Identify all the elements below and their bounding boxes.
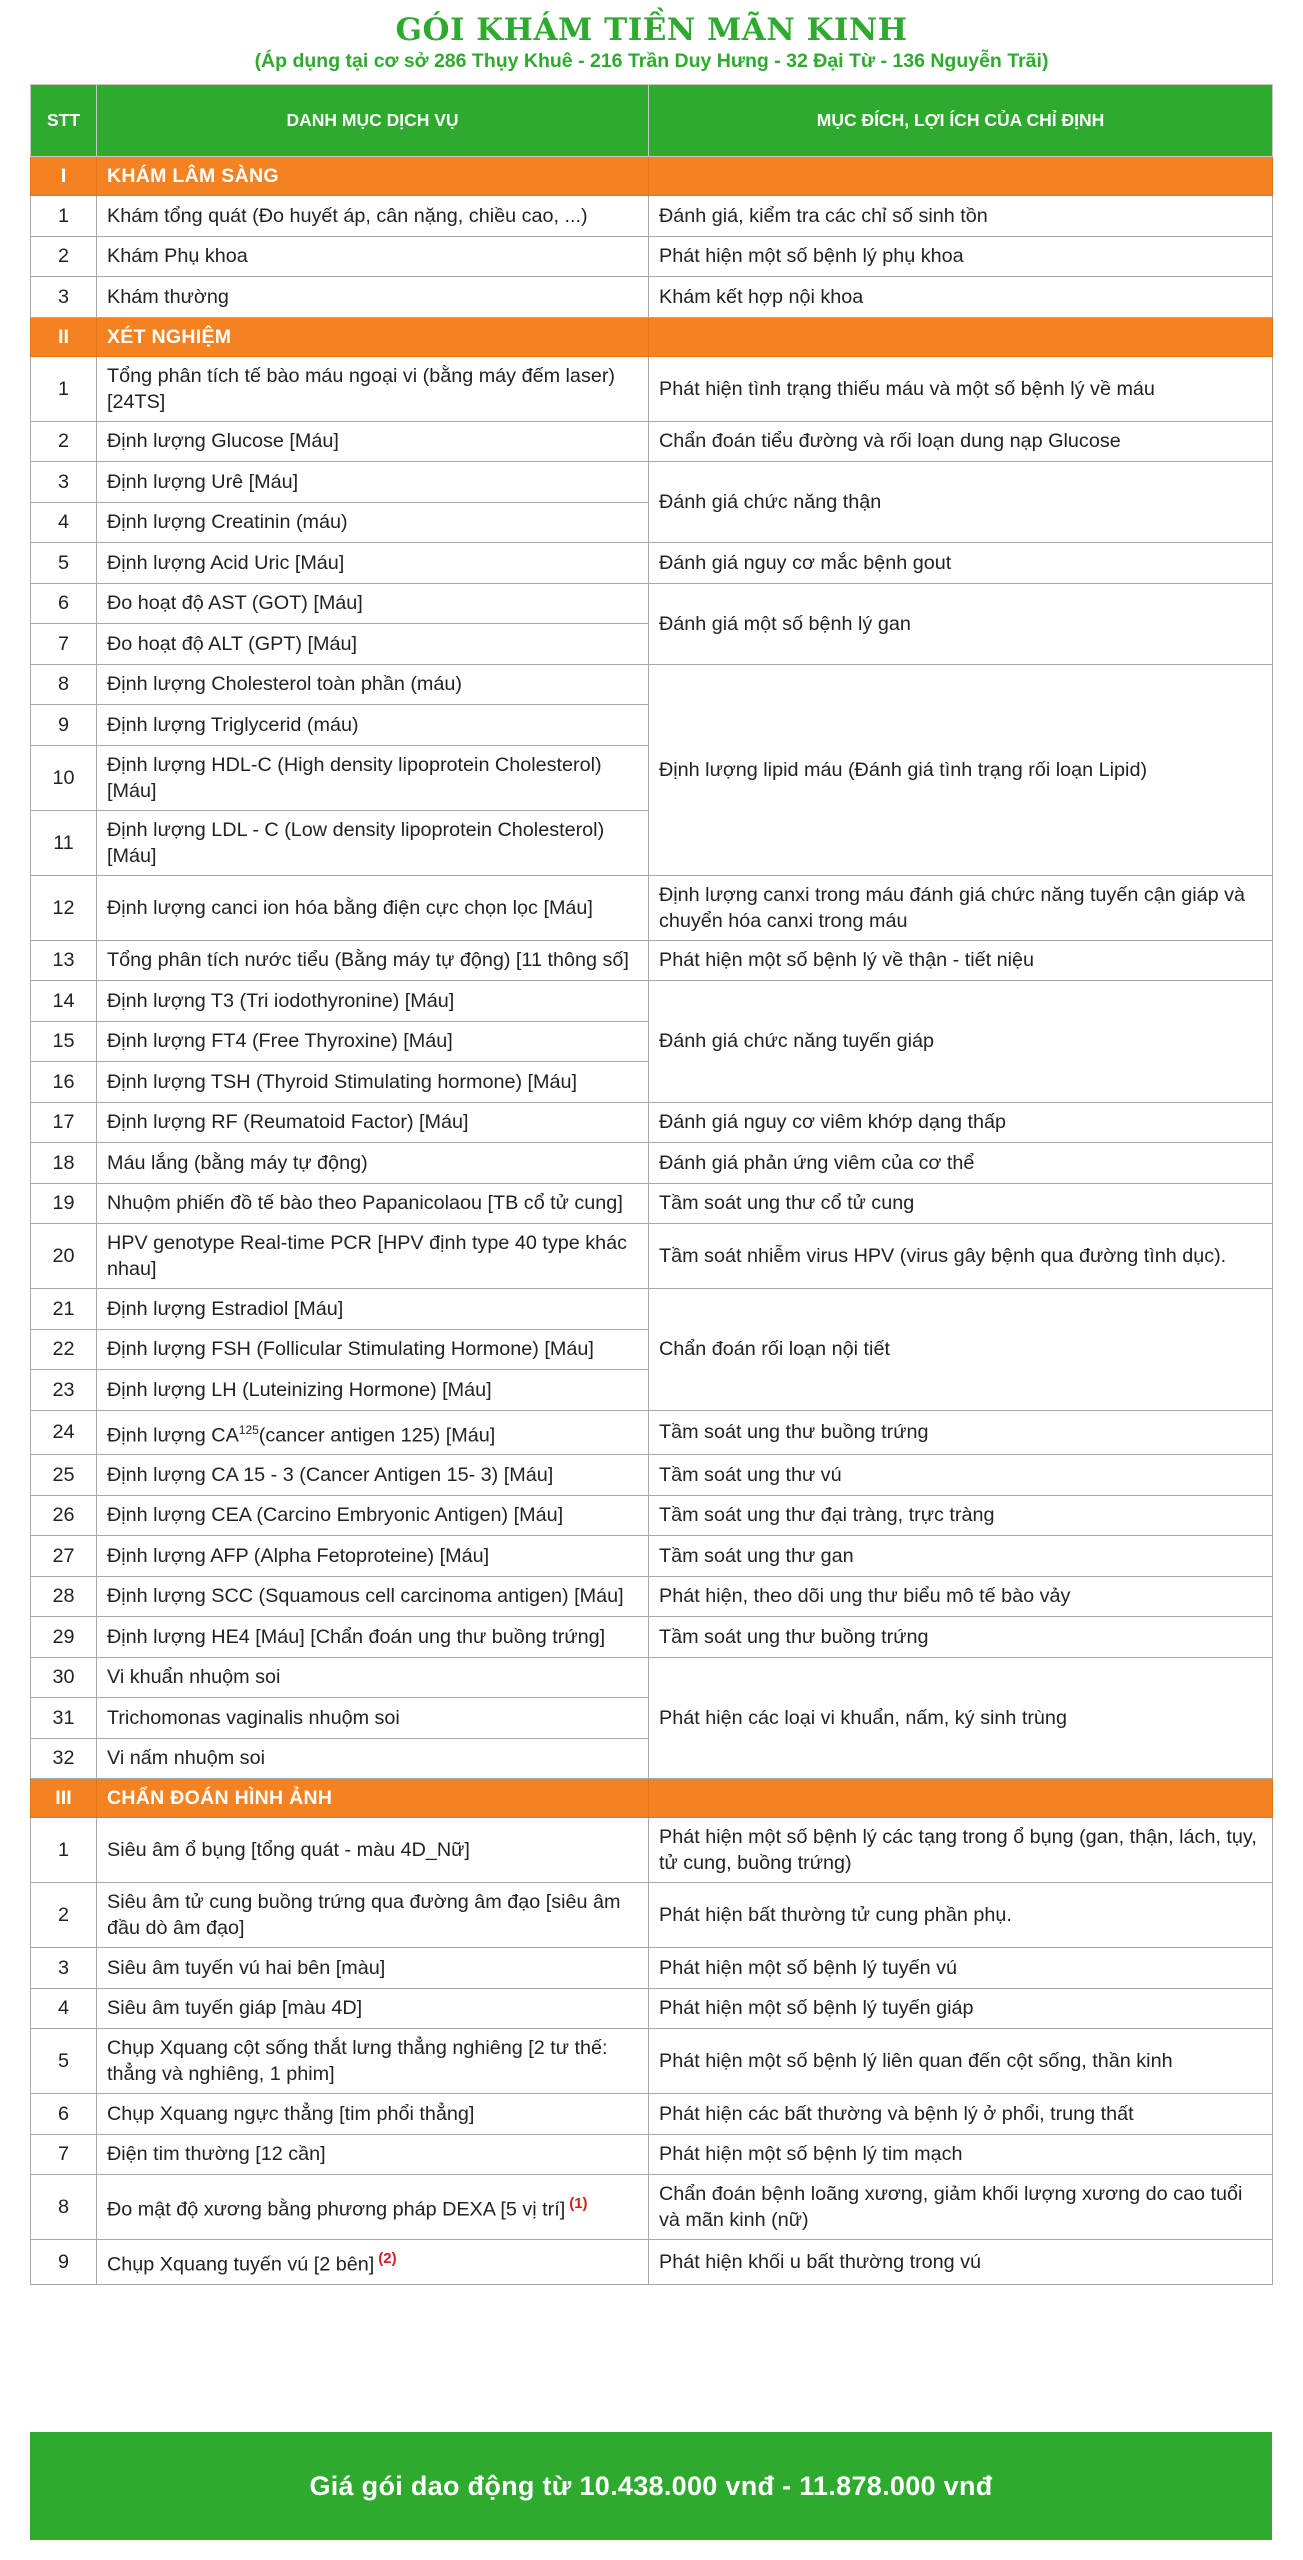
service-name: Đo mật độ xương bằng phương pháp DEXA [5 vị trí] (107, 2198, 566, 2221)
purpose-cell: Phát hiện bất thường tử cung phần phụ. (649, 1883, 1273, 1948)
service-name: HPV genotype Real-time PCR [HPV định type 40 type khác nhau] (107, 1232, 628, 1280)
row-number: 3 (31, 462, 97, 503)
table-header-row (31, 85, 1273, 157)
table-row (31, 1102, 1273, 1143)
service-name: Định lượng Acid Uric [Máu] (107, 551, 345, 574)
service-cell (97, 624, 649, 665)
service-name: (cancer antigen 125) [Máu] (258, 1424, 496, 1447)
service-name: Định lượng AFP (Alpha Fetoproteine) [Máu] (107, 1544, 490, 1567)
purpose-cell: Phát hiện tình trạng thiếu máu và một số bệnh lý về máu (649, 356, 1273, 421)
service-name: Định lượng RF (Reumatoid Factor) [Máu] (107, 1111, 469, 1134)
service-cell (97, 1370, 649, 1411)
service-cell (97, 1455, 649, 1496)
col-header-service: DANH MỤC DỊCH VỤ (97, 85, 649, 157)
service-name: Định lượng HE4 [Máu] [Chẩn đoán ung thư buồng trứng] (107, 1625, 606, 1648)
row-number: 21 (31, 1289, 97, 1330)
table-row (31, 1143, 1273, 1184)
purpose-cell: Phát hiện một số bệnh lý các tạng trong ổ bụng (gan, thận, lách, tụy, tử cung, buồng trứng) (649, 1818, 1273, 1883)
service-cell (97, 583, 649, 624)
service-cell (97, 875, 649, 940)
service-name: Đo hoạt độ ALT (GPT) [Máu] (107, 632, 357, 655)
service-name: Định lượng CEA (Carcino Embryonic Antigen) [Máu] (107, 1504, 564, 1527)
section-number: I (31, 157, 97, 196)
service-cell (97, 1617, 649, 1658)
service-cell (97, 664, 649, 705)
row-number: 19 (31, 1183, 97, 1224)
service-name: Định lượng T3 (Tri iodothyronine) [Máu] (107, 989, 455, 1012)
table-row (31, 277, 1273, 318)
service-name: Định lượng Cholesterol toàn phần (máu) (107, 673, 462, 696)
service-name-prefix: Định lượng CA (107, 1424, 239, 1447)
service-name: Điện tim thường [12 cần] (107, 2143, 326, 2166)
section-header-row (31, 317, 1273, 356)
row-number: 7 (31, 624, 97, 665)
service-cell (97, 2240, 649, 2285)
footnote-marker: (1) (569, 2195, 588, 2213)
service-name: Định lượng LDL - C (Low density lipoprotein Cholesterol) [Máu] (107, 818, 605, 867)
purpose-cell: Đánh giá nguy cơ viêm khớp dạng thấp (649, 1102, 1273, 1143)
service-name: Định lượng CA 15 - 3 (Cancer Antigen 15- 3) [Máu] (107, 1463, 554, 1486)
purpose-cell: Tầm soát ung thư vú (649, 1455, 1273, 1496)
service-name: Trichomonas vaginalis nhuộm soi (107, 1706, 400, 1729)
purpose-cell: Tầm soát ung thư buồng trứng (649, 1410, 1273, 1455)
section-blank (649, 317, 1273, 356)
service-name: Vi khuẩn nhuộm soi (107, 1666, 281, 1689)
purpose-cell: Đánh giá chức năng thận (649, 462, 1273, 543)
table-row (31, 1883, 1273, 1948)
service-cell (97, 981, 649, 1022)
service-cell (97, 462, 649, 503)
service-cell (97, 1224, 649, 1289)
table-row (31, 1617, 1273, 1658)
row-number: 1 (31, 356, 97, 421)
row-number: 14 (31, 981, 97, 1022)
section-header-row (31, 157, 1273, 196)
section-title: XÉT NGHIỆM (97, 317, 649, 356)
table-row (31, 1455, 1273, 1496)
row-number: 24 (31, 1410, 97, 1455)
row-number: 17 (31, 1102, 97, 1143)
section-title: KHÁM LÂM SÀNG (97, 157, 649, 196)
section-number: III (31, 1779, 97, 1818)
purpose-cell: Đánh giá nguy cơ mắc bệnh gout (649, 543, 1273, 584)
service-cell (97, 236, 649, 277)
table-row (31, 1183, 1273, 1224)
purpose-cell: Phát hiện một số bệnh lý liên quan đến cột sống, thần kinh (649, 2029, 1273, 2094)
service-name: Siêu âm tuyến vú hai bên [màu] (107, 1956, 386, 1979)
row-number: 13 (31, 940, 97, 981)
row-number: 6 (31, 583, 97, 624)
service-cell (97, 356, 649, 421)
purpose-cell: Chẩn đoán bệnh loãng xương, giảm khối lượng xương do cao tuổi và mãn kinh (nữ) (649, 2175, 1273, 2240)
purpose-cell: Tầm soát ung thư đại tràng, trực tràng (649, 1495, 1273, 1536)
table-row (31, 356, 1273, 421)
row-number: 28 (31, 1576, 97, 1617)
table-body (31, 157, 1273, 2285)
table-row (31, 1410, 1273, 1455)
row-number: 27 (31, 1536, 97, 1577)
service-cell (97, 1657, 649, 1698)
section-title: CHẨN ĐOÁN HÌNH ẢNH (97, 1779, 649, 1818)
purpose-cell: Phát hiện một số bệnh lý về thận - tiết niệu (649, 940, 1273, 981)
service-name: Vi nấm nhuộm soi (107, 1747, 265, 1770)
table-row (31, 1495, 1273, 1536)
service-name: Siêu âm ổ bụng [tổng quát - màu 4D_Nữ] (107, 1839, 470, 1862)
row-number: 20 (31, 1224, 97, 1289)
service-cell (97, 1818, 649, 1883)
row-number: 32 (31, 1738, 97, 1779)
service-cell (97, 2175, 649, 2240)
service-cell (97, 1988, 649, 2029)
purpose-cell: Phát hiện một số bệnh lý tuyến vú (649, 1948, 1273, 1989)
section-number: II (31, 317, 97, 356)
service-cell (97, 1021, 649, 1062)
row-number: 5 (31, 543, 97, 584)
services-table (30, 84, 1273, 2285)
row-number: 22 (31, 1329, 97, 1370)
row-number: 2 (31, 236, 97, 277)
purpose-cell: Phát hiện, theo dõi ung thư biểu mô tế bào vảy (649, 1576, 1273, 1617)
row-number: 9 (31, 705, 97, 746)
table-row (31, 940, 1273, 981)
service-name: Khám thường (107, 285, 229, 308)
service-cell (97, 940, 649, 981)
service-cell (97, 1062, 649, 1103)
row-number: 1 (31, 1818, 97, 1883)
row-number: 8 (31, 664, 97, 705)
row-number: 12 (31, 875, 97, 940)
purpose-cell: Phát hiện một số bệnh lý tuyến giáp (649, 1988, 1273, 2029)
purpose-cell: Đánh giá phản ứng viêm của cơ thể (649, 1143, 1273, 1184)
purpose-cell: Định lượng lipid máu (Đánh giá tình trạng rối loạn Lipid) (649, 664, 1273, 875)
service-cell (97, 1143, 649, 1184)
service-name: Định lượng FSH (Follicular Stimulating Hormone) [Máu] (107, 1338, 594, 1361)
service-name: Tổng phân tích tế bào máu ngoại vi (bằng máy đếm laser) [24TS] (107, 364, 616, 413)
service-cell (97, 277, 649, 318)
service-name: Định lượng SCC (Squamous cell carcinoma antigen) [Máu] (107, 1585, 624, 1608)
purpose-cell: Phát hiện khối u bất thường trong vú (649, 2240, 1273, 2285)
row-number: 29 (31, 1617, 97, 1658)
service-name: Định lượng Triglycerid (máu) (107, 713, 359, 736)
service-name: Định lượng canci ion hóa bằng điện cực chọn lọc [Máu] (107, 896, 593, 919)
service-name: Siêu âm tử cung buồng trứng qua đường âm đạo [siêu âm đầu dò âm đạo] (107, 1891, 621, 1940)
row-number: 5 (31, 2029, 97, 2094)
table-row (31, 1948, 1273, 1989)
table-row (31, 1536, 1273, 1577)
row-number: 3 (31, 1948, 97, 1989)
service-name: Siêu âm tuyến giáp [màu 4D] (107, 1997, 363, 2020)
purpose-cell: Tầm soát ung thư buồng trứng (649, 1617, 1273, 1658)
service-cell (97, 1738, 649, 1779)
row-number: 23 (31, 1370, 97, 1411)
service-name: Khám tổng quát (Đo huyết áp, cân nặng, chiều cao, ...) (107, 204, 588, 227)
service-cell (97, 1102, 649, 1143)
service-cell (97, 1329, 649, 1370)
purpose-cell: Chẩn đoán tiểu đường và rối loạn dung nạp Glucose (649, 421, 1273, 462)
table-row (31, 236, 1273, 277)
table-row (31, 664, 1273, 705)
service-superscript: 125 (238, 1422, 259, 1437)
service-cell (97, 196, 649, 237)
purpose-cell: Tầm soát ung thư cổ tử cung (649, 1183, 1273, 1224)
row-number: 1 (31, 196, 97, 237)
table-row (31, 1988, 1273, 2029)
footnote-marker: (2) (378, 2250, 397, 2268)
service-name: Định lượng Glucose [Máu] (107, 430, 339, 453)
table-row (31, 196, 1273, 237)
row-number: 2 (31, 421, 97, 462)
page-header (0, 0, 1303, 78)
service-cell (97, 2094, 649, 2135)
service-name: Máu lắng (bằng máy tự động) (107, 1151, 368, 1174)
service-cell (97, 1576, 649, 1617)
table-row (31, 543, 1273, 584)
table-row (31, 421, 1273, 462)
service-name: Định lượng HDL-C (High density lipoprotein Cholesterol) [Máu] (107, 753, 602, 802)
service-name: Chụp Xquang ngực thẳng [tim phổi thẳng] (107, 2102, 475, 2125)
table-row (31, 2175, 1273, 2240)
table-row (31, 981, 1273, 1022)
service-name: Định lượng FT4 (Free Thyroxine) [Máu] (107, 1030, 453, 1053)
table-row (31, 1657, 1273, 1698)
service-name: Đo hoạt độ AST (GOT) [Máu] (107, 592, 363, 615)
service-cell (97, 1536, 649, 1577)
page-title: GÓI KHÁM TIỀN MÃN KINH (395, 12, 908, 48)
table-row (31, 1576, 1273, 1617)
price-footer (30, 2432, 1272, 2540)
table-row (31, 1818, 1273, 1883)
service-cell (97, 1183, 649, 1224)
purpose-cell: Đánh giá chức năng tuyến giáp (649, 981, 1273, 1103)
service-cell (97, 2029, 649, 2094)
row-number: 6 (31, 2094, 97, 2135)
table-row (31, 2134, 1273, 2175)
table-row (31, 1224, 1273, 1289)
service-cell (97, 1495, 649, 1536)
purpose-cell: Đánh giá, kiểm tra các chỉ số sinh tồn (649, 196, 1273, 237)
purpose-cell: Định lượng canxi trong máu đánh giá chức năng tuyến cận giáp và chuyển hóa canxi trong máu (649, 875, 1273, 940)
row-number: 7 (31, 2134, 97, 2175)
table-row (31, 875, 1273, 940)
purpose-cell: Chẩn đoán rối loạn nội tiết (649, 1289, 1273, 1411)
service-name: Tổng phân tích nước tiểu (Bằng máy tự động) [11 thông số] (107, 949, 629, 972)
service-cell (97, 1410, 649, 1455)
row-number: 15 (31, 1021, 97, 1062)
row-number: 16 (31, 1062, 97, 1103)
service-name: Nhuộm phiến đồ tế bào theo Papanicolaou [TB cổ tử cung] (107, 1192, 623, 1215)
table-row (31, 2240, 1273, 2285)
service-name: Định lượng Creatinin (máu) (107, 511, 348, 534)
service-cell (97, 1698, 649, 1739)
section-blank (649, 1779, 1273, 1818)
service-name: Khám Phụ khoa (107, 245, 248, 268)
services-table-container (30, 84, 1272, 2285)
section-blank (649, 157, 1273, 196)
row-number: 8 (31, 2175, 97, 2240)
row-number: 18 (31, 1143, 97, 1184)
service-name: Định lượng TSH (Thyroid Stimulating hormone) [Máu] (107, 1070, 578, 1093)
section-header-row (31, 1779, 1273, 1818)
table-row (31, 583, 1273, 624)
service-cell (97, 705, 649, 746)
purpose-cell: Đánh giá một số bệnh lý gan (649, 583, 1273, 664)
purpose-cell: Tầm soát nhiễm virus HPV (virus gây bệnh qua đường tình dục). (649, 1224, 1273, 1289)
service-cell (97, 1289, 649, 1330)
row-number: 30 (31, 1657, 97, 1698)
service-cell (97, 810, 649, 875)
col-header-purpose: MỤC ĐÍCH, LỢI ÍCH CỦA CHỈ ĐỊNH (649, 85, 1273, 157)
service-cell (97, 502, 649, 543)
row-number: 11 (31, 810, 97, 875)
service-cell (97, 1948, 649, 1989)
purpose-cell: Phát hiện các loại vi khuẩn, nấm, ký sinh trùng (649, 1657, 1273, 1779)
purpose-cell: Khám kết hợp nội khoa (649, 277, 1273, 318)
col-header-stt: STT (31, 85, 97, 157)
service-name: Định lượng Urê [Máu] (107, 470, 299, 493)
table-row (31, 2094, 1273, 2135)
row-number: 2 (31, 1883, 97, 1948)
purpose-cell: Tầm soát ung thư gan (649, 1536, 1273, 1577)
row-number: 26 (31, 1495, 97, 1536)
table-row (31, 462, 1273, 503)
row-number: 25 (31, 1455, 97, 1496)
service-cell (97, 1883, 649, 1948)
row-number: 3 (31, 277, 97, 318)
row-number: 10 (31, 745, 97, 810)
service-cell (97, 543, 649, 584)
service-name: Định lượng LH (Luteinizing Hormone) [Máu] (107, 1378, 492, 1401)
service-cell (97, 2134, 649, 2175)
table-row (31, 2029, 1273, 2094)
row-number: 9 (31, 2240, 97, 2285)
service-name: Định lượng Estradiol [Máu] (107, 1297, 344, 1320)
service-cell (97, 421, 649, 462)
service-name: Chụp Xquang cột sống thắt lưng thẳng nghiêng [2 tư thế: thẳng và nghiêng, 1 phim] (107, 2037, 608, 2086)
table-row (31, 1289, 1273, 1330)
row-number: 4 (31, 1988, 97, 2029)
page-subtitle: (Áp dụng tại cơ sở 286 Thụy Khuê - 216 Trần Duy Hưng - 32 Đại Từ - 136 Nguyễn Trãi) (254, 50, 1049, 72)
purpose-cell: Phát hiện một số bệnh lý phụ khoa (649, 236, 1273, 277)
purpose-cell: Phát hiện một số bệnh lý tim mạch (649, 2134, 1273, 2175)
purpose-cell: Phát hiện các bất thường và bệnh lý ở phổi, trung thất (649, 2094, 1273, 2135)
row-number: 31 (31, 1698, 97, 1739)
price-text: Giá gói dao động từ 10.438.000 vnđ - 11.878.000 vnđ (309, 2470, 993, 2501)
row-number: 4 (31, 502, 97, 543)
service-cell (97, 745, 649, 810)
service-name: Chụp Xquang tuyến vú [2 bên] (107, 2253, 375, 2276)
